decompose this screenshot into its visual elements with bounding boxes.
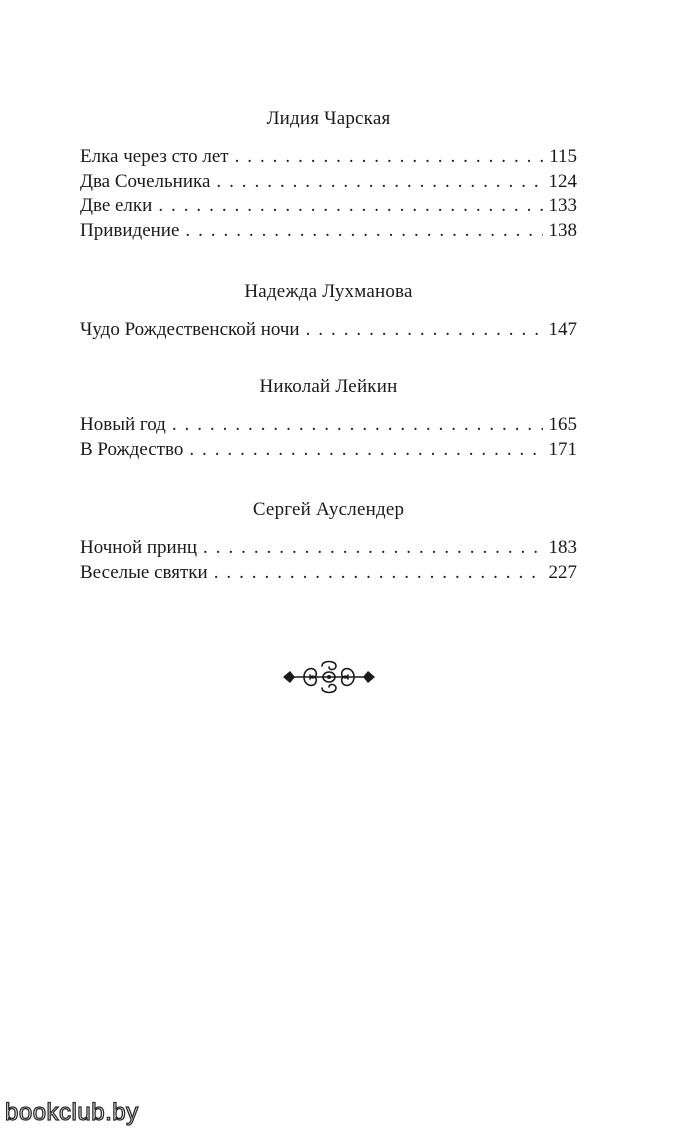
dot-leader [158, 194, 542, 219]
toc-entry [80, 561, 577, 586]
entry-page-number: 165 [548, 414, 577, 435]
entry-title: Чудо Рождественской ночи [80, 319, 300, 340]
toc-entry [80, 194, 577, 219]
dot-leader [189, 438, 542, 463]
dot-leader [203, 536, 542, 561]
toc-section-charskaya [80, 107, 577, 243]
entry-page-number: 138 [548, 219, 577, 241]
entry-title: Веселые святки [80, 561, 208, 583]
toc-entry [80, 145, 577, 170]
toc-section-auslender [80, 498, 577, 585]
entry-page-number: 227 [548, 561, 577, 583]
entry-title: Новый год [80, 414, 166, 435]
section-author: Николай Лейкин [259, 376, 398, 397]
entry-page-number: 183 [548, 537, 577, 558]
toc-entry [80, 413, 577, 438]
toc-entry [80, 219, 577, 244]
dot-leader [172, 413, 543, 438]
section-author: Лидия Чарская [266, 108, 391, 129]
entry-title: Привидение [80, 219, 180, 241]
dot-leader [235, 145, 544, 170]
toc-entry [80, 318, 577, 343]
watermark-text: bookclub.by [5, 1099, 139, 1126]
dot-leader [306, 318, 543, 343]
entry-title: Две елки [80, 195, 153, 216]
dot-leader [216, 170, 542, 195]
entry-page-number: 115 [549, 146, 577, 167]
entry-title: В Рождество [80, 438, 184, 460]
toc-entry [80, 438, 577, 463]
entry-page-number: 133 [548, 195, 577, 216]
entry-page-number: 124 [548, 170, 577, 192]
entry-page-number: 171 [548, 438, 577, 460]
section-author: Сергей Ауслендер [252, 499, 405, 520]
toc-entry [80, 170, 577, 195]
flourish-ornament-icon [282, 654, 376, 700]
entry-title: Два Сочельника [80, 170, 211, 192]
entry-page-number: 147 [548, 319, 577, 340]
toc-section-leykin [80, 375, 577, 462]
entry-title: Елка через сто лет [80, 146, 229, 167]
entry-title: Ночной принц [80, 537, 198, 558]
toc-section-lukhmanova [80, 280, 577, 343]
dot-leader [214, 561, 543, 586]
dot-leader [185, 219, 542, 244]
toc-entry [80, 536, 577, 561]
section-author: Надежда Лухманова [244, 281, 413, 302]
